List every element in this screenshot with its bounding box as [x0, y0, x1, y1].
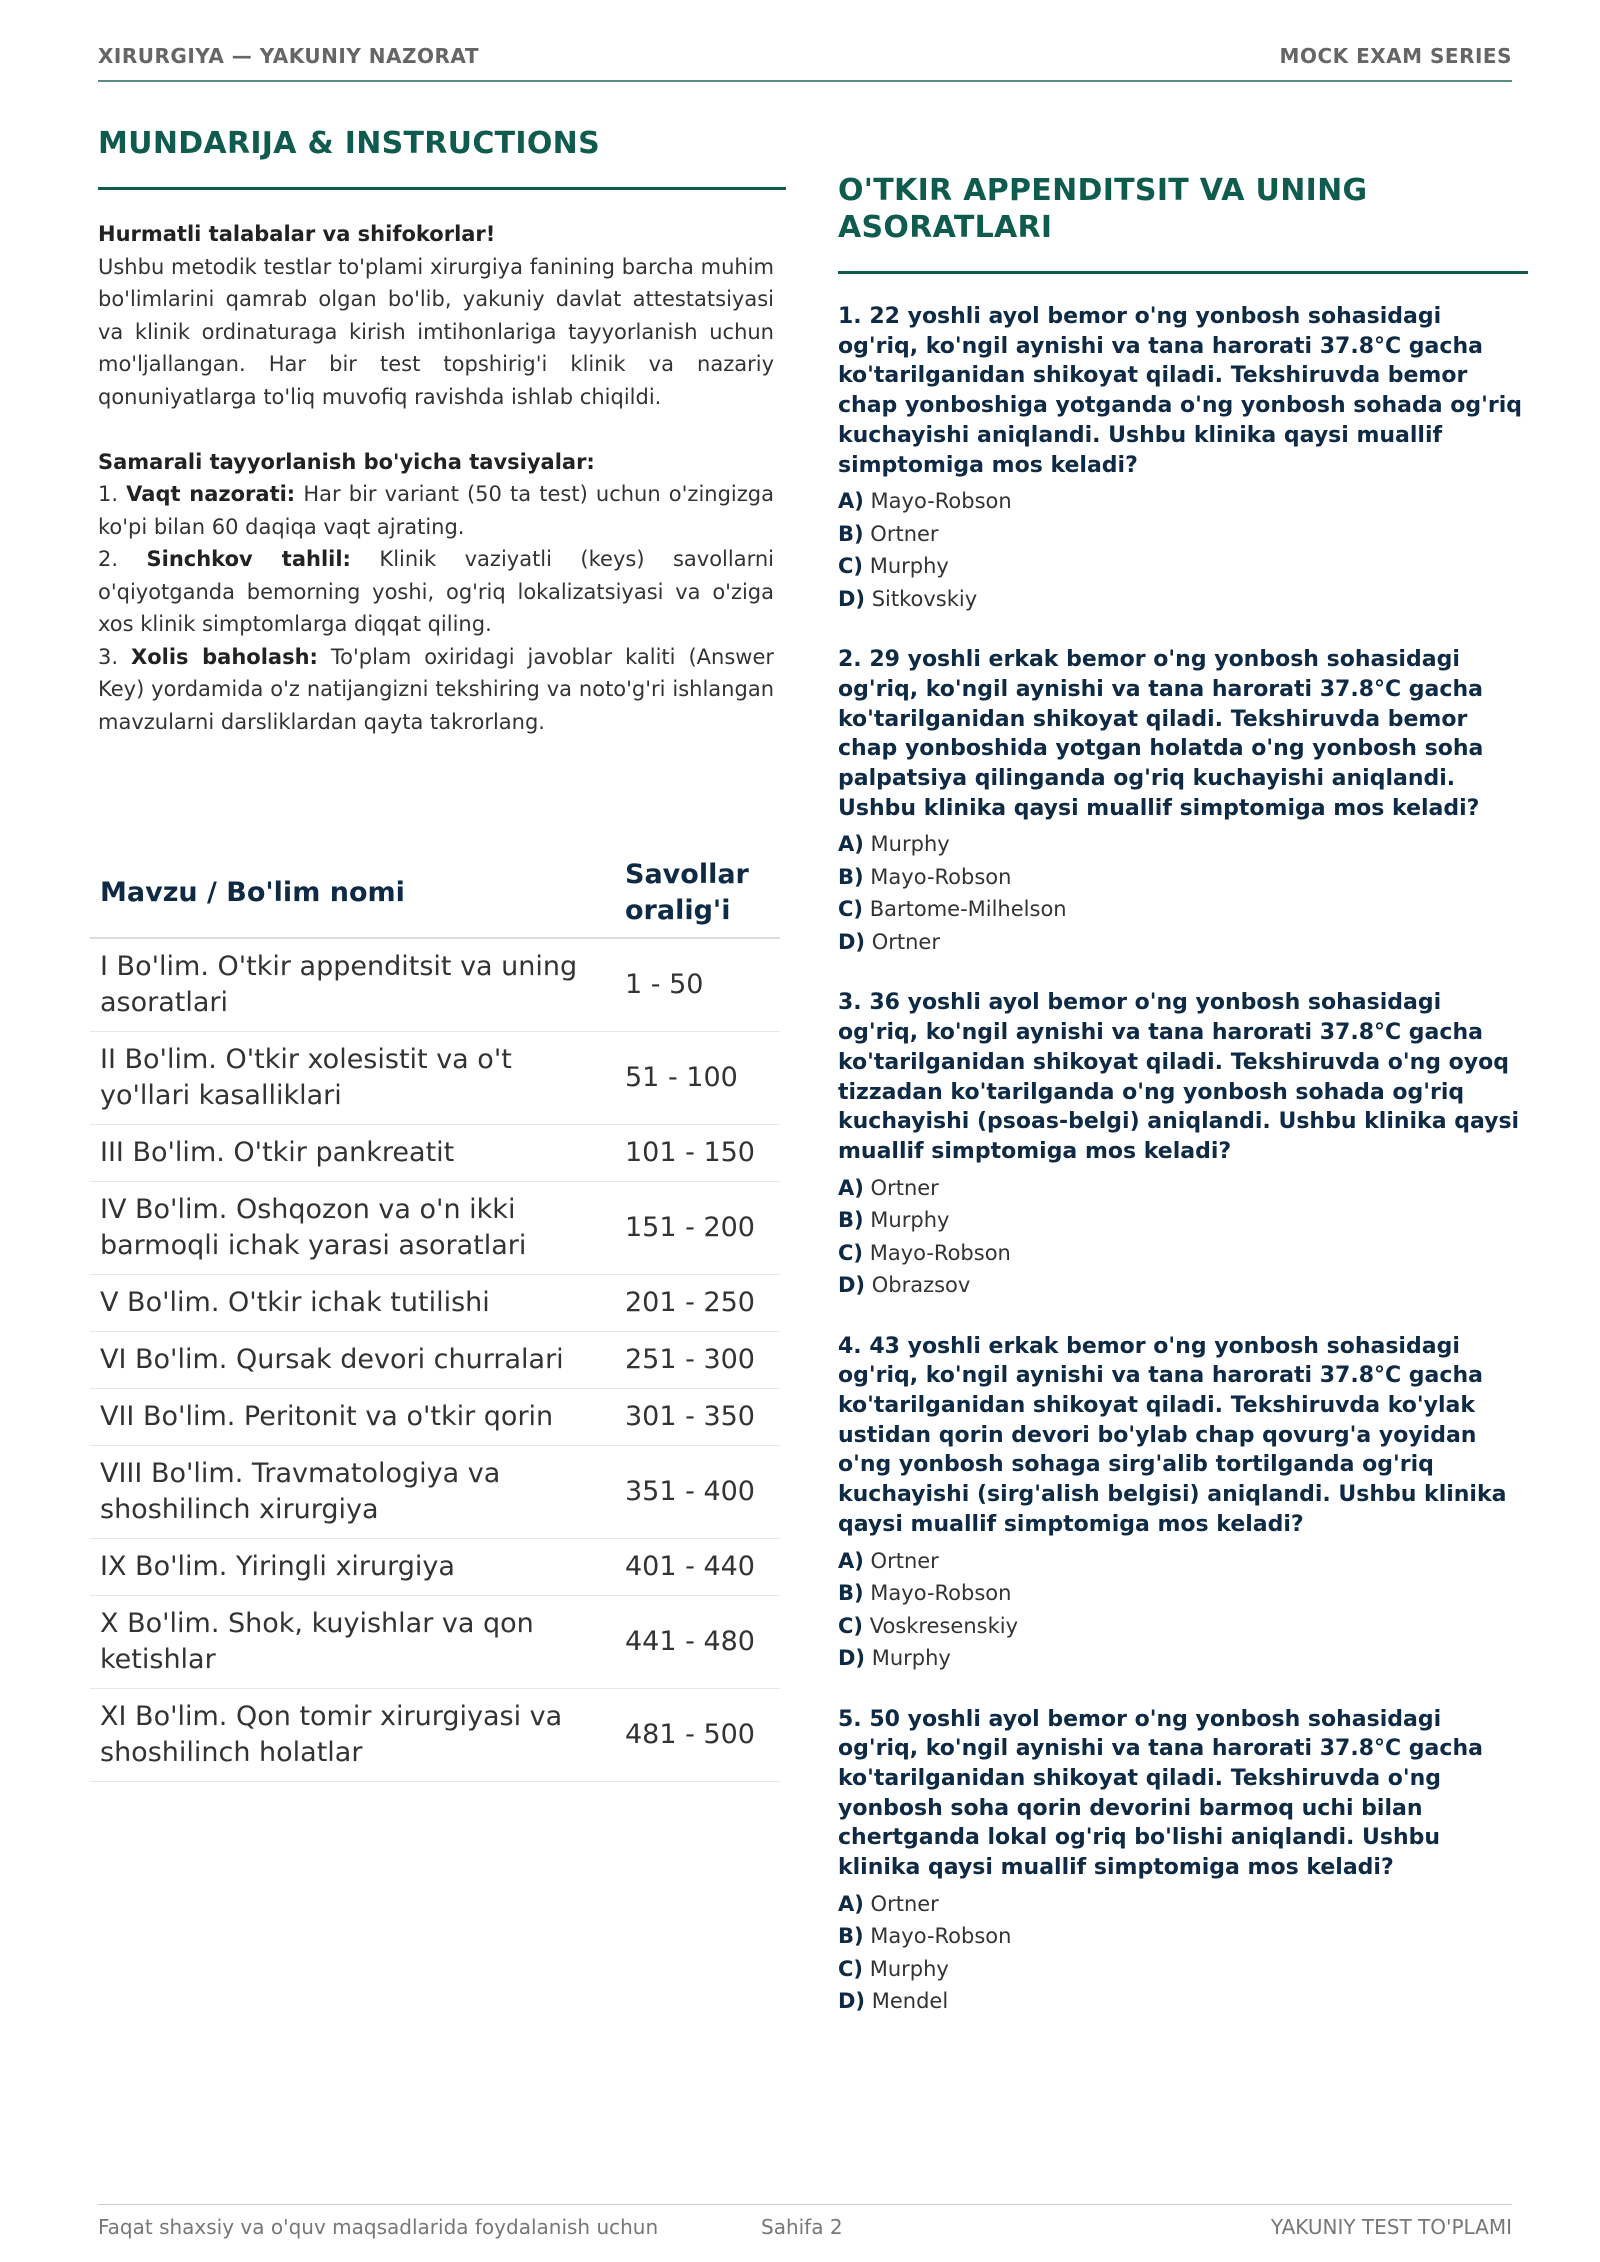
- instructions-section: [98, 125, 786, 738]
- table-row: [90, 1446, 780, 1539]
- question-text: 2. 29 yoshli erkak bemor o'ng yonbosh sohasidagi og'riq, ko'ngil aynishi va tana harorati 37.8°C gacha ko'tarilganidan shikoyat qiladi. Tekshiruvda bemor chap yonboshida yotgan holatda o'ng yonbosh soha palpatsiya qilinganda og'riq kuchayishi aniqlandi. Ushbu klinika qaysi muallif simptomiga mos keladi?: [838, 647, 1484, 821]
- table-row: [90, 938, 780, 1032]
- tip-item: 2. Sinchkov tahlil: Klinik vaziyatli (keys) savollarni o'qiyotganda bemorning yoshi, og'riq lokalizatsiyasi va o'ziga xos klinik simptomlarga diqqat qiling.: [98, 547, 775, 636]
- answer-option: D) Murphy: [838, 1646, 951, 1671]
- tip-item: 1. Vaqt nazorati: Har bir variant (50 ta test) uchun o'zingizga ko'pi bilan 60 daqiqa vaqt ajrating.: [98, 482, 774, 539]
- question-item: [838, 988, 1528, 1301]
- answer-option: A) Murphy: [838, 832, 950, 857]
- range-cell: 201 - 250: [615, 1275, 780, 1332]
- answer-option: D) Ortner: [838, 929, 940, 954]
- range-cell: 151 - 200: [615, 1182, 780, 1275]
- answer-option: A) Ortner: [838, 1891, 939, 1916]
- table-header-row: [90, 845, 780, 938]
- question-text: 4. 43 yoshli erkak bemor o'ng yonbosh sohasidagi og'riq, ko'ngil aynishi va tana harorati 37.8°C gacha ko'tarilganidan shikoyat qiladi. Tekshiruvda ko'ylak ustidan qorin devori bo'ylab chap qovurg'a yoyidan o'ng yonbosh sohaga sirg'alib tortilganda og'riq kuchayishi (sirg'alish belgisi) aniqlandi. Ushbu klinika qaysi muallif simptomiga mos keladi?: [838, 1333, 1507, 1537]
- answer-option: D) Sitkovskiy: [838, 586, 978, 611]
- questions-section: [838, 172, 1528, 2018]
- footer-disclaimer: Faqat shaxsiy va o'quv maqsadlarida foydalanish uchun: [98, 2215, 659, 2239]
- range-cell: 351 - 400: [615, 1446, 780, 1539]
- table-row: [90, 1032, 780, 1125]
- topic-cell: V Bo'lim. O'tkir ichak tutilishi: [90, 1275, 615, 1332]
- intro-paragraph: Ushbu metodik testlar to'plami xirurgiya fanining barcha muhim bo'limlarini qamrab olgan bo'lib, yakuniy davlat attestatsiyasi va klinik ordinaturaga kirish imtihonlariga tayyorlanish uchun mo'ljallangan. Har bir test topshirig'i klinik va nazariy qonuniyatlarga to'liq muvofiq ravishda ishlab chiqildi.: [98, 254, 774, 409]
- answer-option: B) Murphy: [838, 1208, 950, 1233]
- answer-option: C) Murphy: [838, 554, 949, 579]
- range-column-header: Savollar oralig'i: [615, 845, 780, 938]
- tip-item: 3. Xolis baholash: To'plam oxiridagi javoblar kaliti (Answer Key) yordamida o'z natijangizni tekshiring va noto'g'ri ishlangan mavzularni darsliklardan qayta takrorlang.: [98, 644, 774, 734]
- topic-cell: II Bo'lim. O'tkir xolesistit va o't yo'llari kasalliklari: [90, 1032, 615, 1125]
- answer-option: C) Murphy: [838, 1956, 949, 1981]
- table-row: [90, 1596, 780, 1689]
- table-row: [90, 1125, 780, 1182]
- topic-cell: X Bo'lim. Shok, kuyishlar va qon ketishlar: [90, 1596, 615, 1689]
- topic-cell: VI Bo'lim. Qursak devori churralari: [90, 1332, 615, 1389]
- page-footer: [98, 2204, 1512, 2249]
- range-cell: 401 - 440: [615, 1539, 780, 1596]
- section-divider: [838, 271, 1528, 274]
- range-cell: 1 - 50: [615, 938, 780, 1032]
- range-cell: 481 - 500: [615, 1689, 780, 1782]
- page-header: [98, 44, 1512, 82]
- answer-option: D) Obrazsov: [838, 1273, 971, 1298]
- range-cell: 101 - 150: [615, 1125, 780, 1182]
- question-item: [838, 302, 1528, 615]
- answer-option: A) Ortner: [838, 1548, 939, 1573]
- question-item: [838, 1332, 1528, 1675]
- range-cell: 441 - 480: [615, 1596, 780, 1689]
- answer-option: C) Bartome-Milhelson: [838, 897, 1067, 922]
- topic-cell: IV Bo'lim. Oshqozon va o'n ikki barmoqli ichak yarasi asoratlari: [90, 1182, 615, 1275]
- question-text: 1. 22 yoshli ayol bemor o'ng yonbosh sohasidagi og'riq, ko'ngil aynishi va tana harorati 37.8°C gacha ko'tarilganidan shikoyat qiladi. Tekshiruvda bemor chap yonboshiga yotganda o'ng yonbosh sohada og'riq kuchayishi aniqlandi. Ushbu klinika qaysi muallif simptomiga mos keladi?: [838, 304, 1522, 478]
- header-title: XIRURGIYA — YAKUNIY NAZORAT: [98, 44, 479, 68]
- answer-option: B) Mayo-Robson: [838, 1581, 1012, 1606]
- topic-cell: IX Bo'lim. Yiringli xirurgiya: [90, 1539, 615, 1596]
- answer-option: C) Voskresenskiy: [838, 1613, 1019, 1638]
- answer-option: A) Ortner: [838, 1175, 939, 1200]
- topic-cell: XI Bo'lim. Qon tomir xirurgiyasi va shoshilinch holatlar: [90, 1689, 615, 1782]
- answer-option: A) Mayo-Robson: [838, 489, 1012, 514]
- table-row: [90, 1689, 780, 1782]
- header-series: MOCK EXAM SERIES: [1279, 44, 1512, 68]
- question-item: [838, 645, 1528, 958]
- topic-column-header: Mavzu / Bo'lim nomi: [90, 845, 615, 938]
- greeting: Hurmatli talabalar va shifokorlar!: [98, 222, 496, 246]
- topic-cell: III Bo'lim. O'tkir pankreatit: [90, 1125, 615, 1182]
- answer-option: D) Mendel: [838, 1989, 949, 2014]
- range-cell: 51 - 100: [615, 1032, 780, 1125]
- topic-cell: VII Bo'lim. Peritonit va o'tkir qorin: [90, 1389, 615, 1446]
- question-text: 5. 50 yoshli ayol bemor o'ng yonbosh sohasidagi og'riq, ko'ngil aynishi va tana harorati 37.8°C gacha ko'tarilganidan shikoyat qiladi. Tekshiruvda o'ng yonbosh soha qorin devorini barmoq uchi bilan chertganda lokal og'riq bo'lishi aniqlandi. Ushbu klinika qaysi muallif simptomiga mos keladi?: [838, 1706, 1483, 1881]
- question-text: 3. 36 yoshli ayol bemor o'ng yonbosh sohasidagi og'riq, ko'ngil aynishi va tana harorati 37.8°C gacha ko'tarilganidan shikoyat qiladi. Tekshiruvda o'ng oyoq tizzadan ko'tarilganda o'ng yonbosh sohada og'riq kuchayishi (psoas-belgi) aniqlandi. Ushbu klinika qaysi muallif simptomiga mos keladi?: [838, 990, 1520, 1164]
- table-row: [90, 1332, 780, 1389]
- topic-cell: I Bo'lim. O'tkir appenditsit va uning asoratlari: [90, 938, 615, 1032]
- page-number: Sahifa 2: [761, 2215, 843, 2239]
- answer-option: B) Mayo-Robson: [838, 864, 1012, 889]
- instructions-title: MUNDARIJA & INSTRUCTIONS: [98, 126, 600, 161]
- range-cell: 251 - 300: [615, 1332, 780, 1389]
- table-row: [90, 1275, 780, 1332]
- footer-collection-title: YAKUNIY TEST TO'PLAMI: [1270, 2215, 1512, 2239]
- answer-option: C) Mayo-Robson: [838, 1240, 1011, 1265]
- tips-title: Samarali tayyorlanish bo'yicha tavsiyalar:: [98, 449, 595, 474]
- chapter-title: O'TKIR APPENDITSIT VA UNING ASORATLARI: [838, 173, 1368, 245]
- question-item: [838, 1705, 1528, 2018]
- section-divider: [98, 187, 786, 190]
- intro-block: [98, 218, 774, 738]
- answer-option: B) Mayo-Robson: [838, 1924, 1012, 1949]
- table-row: [90, 1539, 780, 1596]
- question-list: [838, 302, 1528, 2018]
- range-cell: 301 - 350: [615, 1389, 780, 1446]
- answer-option: B) Ortner: [838, 521, 939, 546]
- table-row: [90, 1389, 780, 1446]
- topic-cell: VIII Bo'lim. Travmatologiya va shoshilinch xirurgiya: [90, 1446, 615, 1539]
- contents-table: [90, 845, 780, 1782]
- table-row: [90, 1182, 780, 1275]
